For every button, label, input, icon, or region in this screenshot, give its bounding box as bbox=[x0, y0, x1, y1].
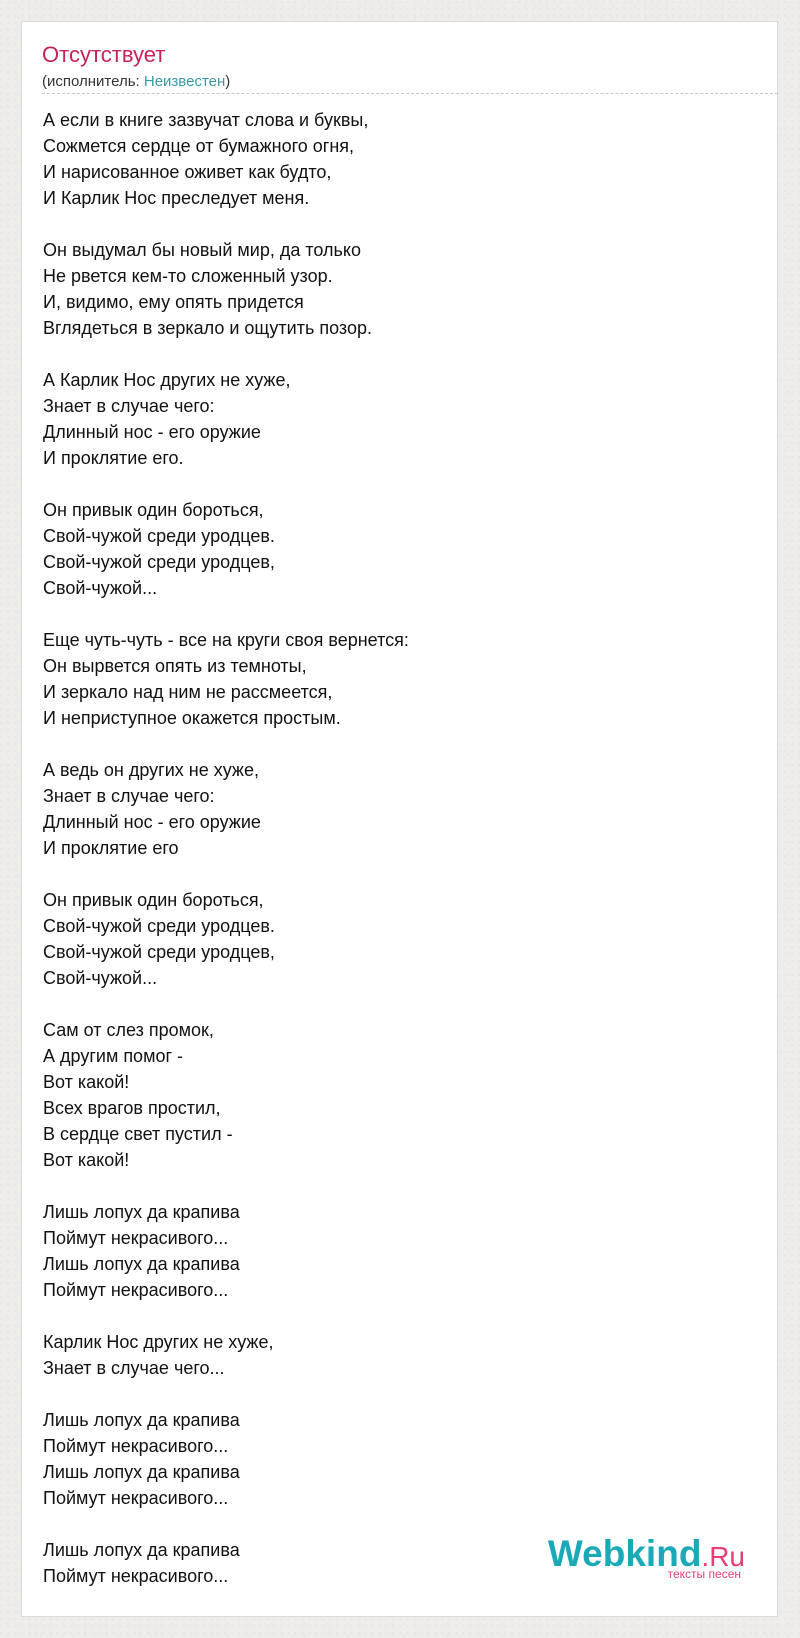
artist-suffix: ) bbox=[225, 73, 231, 90]
artist-link[interactable]: Неизвестен bbox=[143, 73, 226, 90]
logo-subtitle: тексты песен bbox=[667, 1567, 741, 1581]
lyrics-text: А если в книге зазвучат слова и буквы, Сожмется сердце от бумажного огня, И нарисованное оживет как будто, И Карлик Нос преследует меня. Он выдумал бы новый мир, да только Не рвется кем-то сложенный узор. И, видимо, ему опять придется Вглядеться в зеркало и ощутить позор. А Карлик Нос других не хуже, Знает в случае чего: Длинный нос - его оружие И проклятие его. Он привык один бороться, Свой-чужой среди уродцев. Свой-чужой среди уродцев, Свой-чужой... Еще чуть-чуть - все на круги своя вернется: Он вырвется опять из темноты, И зеркало над ним не рассмеется, И неприступное окажется простым. А ведь он других не хуже, Знает в случае чего: Длинный нос - его оружие И проклятие его Он привык один бороться, Свой-чужой среди уродцев. Свой-чужой среди уродцев, Свой-чужой... Сам от слез промок, А другим помог - Вот какой! Всех врагов простил, В сердце свет пустил - Вот какой! Лишь лопух да крапива Поймут некрасивого... Лишь лопух да крапива Поймут некрасивого... Карлик Нос других не хуже, Знает в случае чего... Лишь лопух да крапива Поймут некрасивого... Лишь лопух да крапива Поймут некрасивого... Лишь лопух да крапива Поймут некрасивого... bbox=[43, 110, 409, 1586]
artist-prefix: (исполнитель: bbox=[42, 73, 144, 90]
dashed-divider bbox=[42, 93, 778, 94]
lyrics-card bbox=[21, 21, 778, 1617]
logo-accent-text: .Ru bbox=[701, 1541, 745, 1572]
site-logo[interactable] bbox=[547, 1533, 745, 1581]
artist-line bbox=[42, 73, 230, 91]
logo-main-text: Webkind bbox=[547, 1533, 702, 1574]
song-title: Отсутствует bbox=[42, 42, 166, 67]
